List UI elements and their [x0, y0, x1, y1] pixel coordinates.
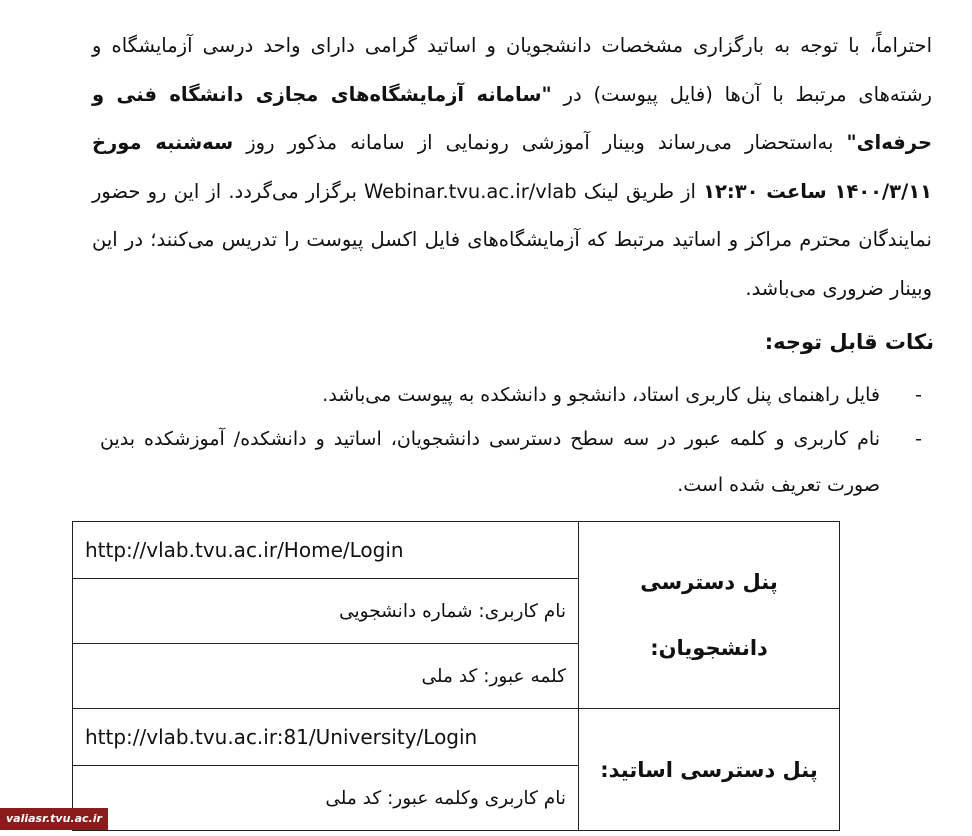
professor-credentials: نام کاربری وکلمه عبور: کد ملی	[73, 766, 579, 831]
letter-text-part-4: برگزار می‌گردد. از این رو حضور نمایندگان محترم مراکز و اساتید مرتبط که آزمایشگاه‌های فایل اکسل پیوست را تدریس می‌کنند؛ در این وبینار ضروری می‌باشد.	[92, 179, 932, 300]
letter-body	[92, 22, 932, 313]
professor-panel-url[interactable]: http://vlab.tvu.ac.ir:81/University/Login	[73, 709, 579, 766]
note-item	[100, 372, 922, 418]
webinar-date: سه‌شنبه مورخ ۱۴۰۰/۳/۱۱ ساعت ۱۲:۳۰	[92, 131, 933, 203]
letter-text-part-1: احتراماً، با توجه به بارگزاری مشخصات دانشجویان و اساتید گرامی دارای واحد درسی آزمایشگاه و رشته‌های مرتبط با آن‌ها (فایل پیوست) در	[92, 34, 932, 106]
bullet-dash: -	[915, 428, 922, 450]
student-panel-url[interactable]: http://vlab.tvu.ac.ir/Home/Login	[73, 522, 579, 579]
watermark: valiasr.tvu.ac.ir	[0, 808, 108, 830]
student-username: نام کاربری: شماره دانشجویی	[73, 579, 579, 644]
note-text: نام کاربری و کلمه عبور در سه سطح دسترسی دانشجویان، اساتید و دانشکده/ آموزشکده بدین صورت تعریف شده است.	[100, 428, 880, 496]
webinar-link[interactable]: Webinar.tvu.ac.ir/vlab	[364, 179, 577, 203]
note-text: فایل راهنمای پنل کاربری استاد، دانشجو و دانشکده به پیوست می‌باشد.	[322, 384, 880, 406]
note-item	[100, 416, 922, 508]
system-name: "سامانه آزمایشگاه‌های مجازی دانشگاه فنی و حرفه‌ای"	[92, 82, 932, 154]
access-table	[72, 521, 840, 831]
letter-text-part-3: از طریق لینک	[576, 179, 704, 203]
student-password: کلمه عبور: کد ملی	[73, 644, 579, 709]
student-panel-label: پنل دسترسی دانشجویان:	[579, 522, 840, 709]
letter-text-part-2: به‌استحضار می‌رساند وبینار آموزشی رونمایی از سامانه مذکور روز	[233, 131, 847, 154]
table-row	[73, 522, 840, 579]
table-row	[73, 709, 840, 766]
professor-panel-label: پنل دسترسی اساتید:	[579, 709, 840, 831]
notes-title: نکات قابل توجه:	[764, 330, 934, 354]
bullet-dash: -	[915, 384, 922, 406]
